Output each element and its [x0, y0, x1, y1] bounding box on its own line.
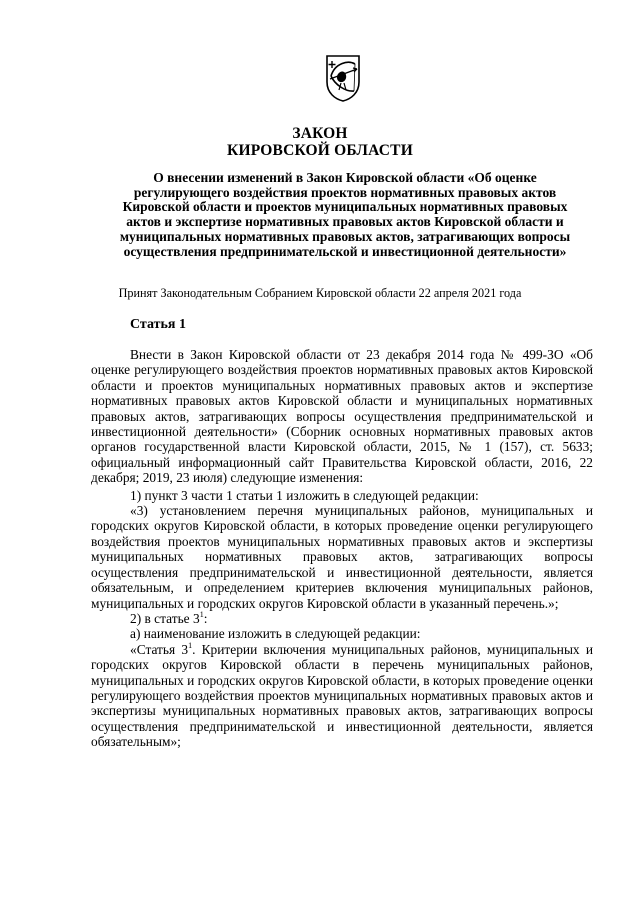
item-2a: а) наименование изложить в следующей редакции:: [130, 626, 421, 642]
item-2a-text: «Статья $3^1$. Критерии включения муниципальных районов, муниципальных и городских округов Кировской области в перечень муниципальных районов, муниципальных и городских округов Кировской области, в которых проведение оценки регулирующего воздействия проектов муниципальных нормативных правовых актов и экспертизы муниципальных нормативных правовых актов, затрагивающих вопросы осуществления предпринимательской и инвестиционной деятельности, является обязательным»;: [91, 640, 593, 750]
article-heading: Статья 1: [130, 317, 186, 332]
law-subject: О внесении изменений в Закон Кировской области «Об оценке регулирующего воздействия проектов нормативных правовых актов Кировской области и проектов муниципальных нормативных правовых актов и экспертизе нормативных правовых актов Кировской области и муниципальных нормативных правовых актов, затрагивающих вопросы осуществления предпринимательской и инвестиционной деятельности»: [119, 170, 571, 259]
law-title: ЗАКОН: [292, 125, 348, 142]
kirov-oblast-coat-of-arms-icon: [324, 54, 362, 102]
adoption-statement: Принят Законодательным Собранием Кировской области 22 апреля 2021 года: [118, 286, 522, 300]
item-1-text: «3) установлением перечня муниципальных районов, муниципальных и городских округов Кировской области, в которых проведение оценки регулирующего воздействия проектов муниципальных нормативных правовых актов и экспертизы муниципальных нормативных правовых актов, затрагивающих вопросы осуществления предпринимательской и инвестиционной деятельности, является обязательным, и определением критериев включения муниципальных районов, муниципальных и городских округов Кировской области в указанный перечень.»;: [91, 503, 593, 611]
region-title: КИРОВСКОЙ ОБЛАСТИ: [227, 142, 413, 159]
article-intro: Внести в Закон Кировской области от 23 декабря 2014 года № 499-ЗО «Об оценке регулирующего воздействия проектов нормативных правовых актов Кировской области и проектов муниципальных нормативных правовых актов и экспертизе нормативных правовых актов Кировской области и муниципальных нормативных правовых актов, затрагивающих вопросы осуществления предпринимательской и инвестиционной деятельности» (Сборник основных нормативных правовых актов органов государственной власти Кировской области, 2015, № 1 (157), ст. 5633; официальный информационный сайт Правительства Кировской области, 2016, 22 декабря; 2019, 23 июля) следующие изменения:: [91, 347, 593, 486]
item-2: 2) в статье $3^1$:: [130, 609, 208, 626]
item-1: 1) пункт 3 части 1 статьи 1 изложить в следующей редакции:: [130, 487, 479, 503]
article-body: [91, 347, 593, 750]
